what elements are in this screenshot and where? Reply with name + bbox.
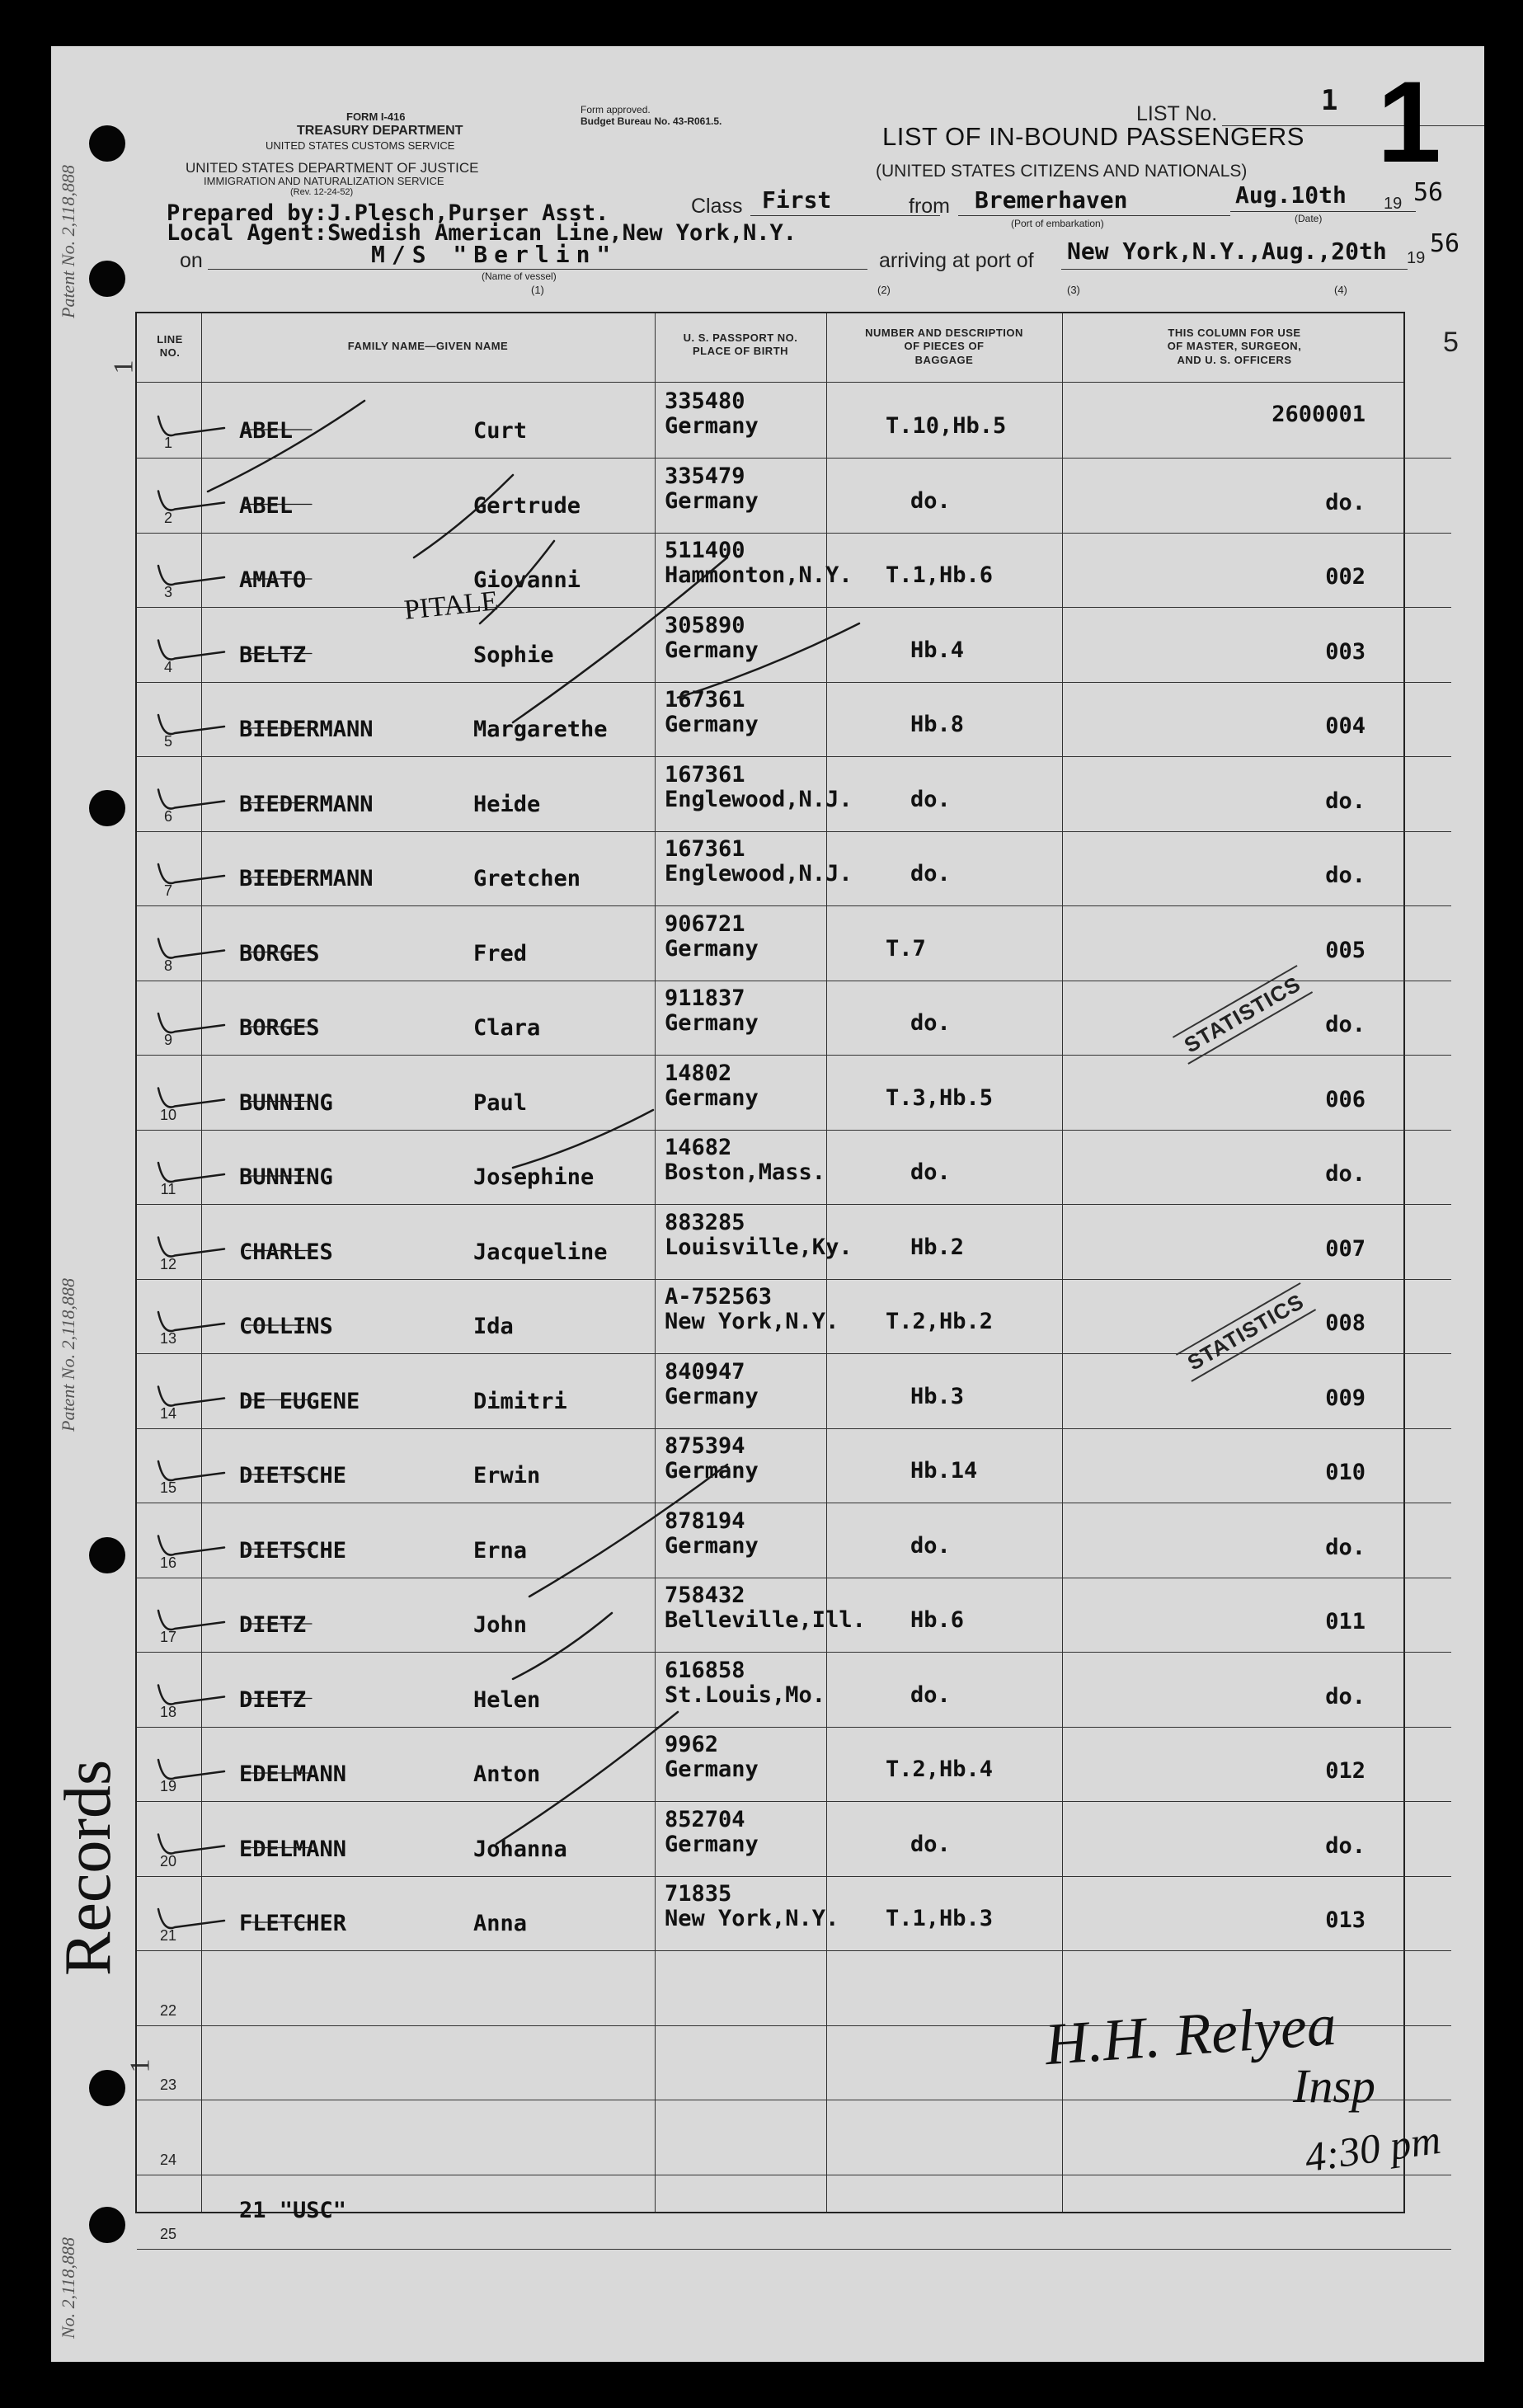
place-of-birth: Germany [665,1532,759,1559]
passport-number: 305890 [665,612,745,638]
line-number: 7 [163,882,172,899]
passport-number: 167361 [665,836,745,862]
baggage: do. [910,1831,951,1857]
prepared-by: Prepared by:J.Plesch,Purser Asst. [167,200,609,226]
line-number: 4 [163,658,172,675]
manifest-page [51,46,1484,2362]
family-name: BUNNING [239,1164,333,1190]
margin-number: 5 [1443,327,1459,358]
place-of-birth: Germany [665,1010,759,1036]
date-caption: (Date) [1295,213,1323,224]
baggage: Hb.3 [910,1383,965,1409]
baggage: do. [910,861,951,887]
line-number: 19 [159,1778,177,1794]
col-marker-4: (4) [1334,284,1347,296]
passport-number: 852704 [665,1806,745,1832]
officer-code: do. [1325,863,1366,888]
family-name: BORGES [239,940,320,966]
officer-code: 2600001 [1272,402,1366,427]
inspection-time: 4:30 pm [1301,2115,1444,2181]
given-name: Erna [473,1537,528,1564]
family-name: BELTZ [239,642,307,668]
family-name: AMATO [239,567,307,593]
baggage: T.1,Hb.3 [886,1906,994,1931]
given-name: Giovanni [473,567,581,593]
family-name: DIETZ [239,1686,307,1713]
given-name: Paul [473,1089,528,1116]
arriving-label: arriving at port of [879,249,1034,272]
given-name: Erwin [473,1463,541,1489]
form-approved: Form approved. [581,104,651,115]
officer-code: do. [1325,788,1366,814]
header-name-text: FAMILY NAME—GIVEN NAME [347,340,509,352]
margin-number-2: 1 [125,2058,156,2073]
line-number: 18 [159,1703,177,1720]
line-number: 13 [159,1330,177,1347]
given-name: Josephine [473,1164,595,1190]
line-number: 15 [159,1479,177,1496]
passport-number: 875394 [665,1433,745,1459]
list-no-value: 1 [1321,84,1338,117]
family-name: DIETSCHE [239,1537,347,1564]
passport-number: 335480 [665,388,745,414]
given-name: Anton [473,1761,541,1787]
passport-number: 14682 [665,1135,732,1160]
year-prefix: 19 [1384,195,1403,213]
passport-number: 511400 [665,538,745,563]
tally-marks [51,46,1484,2362]
line-number: 6 [163,807,172,825]
line-number: 24 [159,2151,177,2168]
given-name: Margarethe [473,717,608,742]
margin-number-1: 1 [108,360,139,374]
customs-service: UNITED STATES CUSTOMS SERVICE [266,139,455,152]
place-of-birth: New York,N.Y. [665,1309,839,1334]
family-name: ABEL [239,492,294,519]
line-number: 23 [159,2076,177,2093]
officer-code: 002 [1325,564,1366,590]
place-of-birth: Germany [665,1383,759,1409]
place-of-birth: Germany [665,935,759,962]
col-marker-3: (3) [1067,284,1080,296]
baggage: T.1,Hb.6 [886,562,994,588]
passport-number: 167361 [665,687,745,713]
patent-text-mid: Patent No. 2,118,888 [58,1278,78,1432]
baggage: Hb.8 [910,712,965,737]
passport-number: 878194 [665,1507,745,1534]
baggage: do. [910,1010,951,1036]
baggage: Hb.4 [910,637,965,663]
baggage: T.7 [886,935,926,962]
place-of-birth: Germany [665,637,759,663]
from-label: from [909,195,950,218]
place-of-birth: Boston,Mass. [665,1159,826,1185]
place-of-birth: Germany [665,1831,759,1857]
officer-code: 010 [1325,1460,1366,1485]
officer-code: 012 [1325,1758,1366,1784]
officer-code: 011 [1325,1609,1366,1634]
line-number: 25 [159,2226,177,2242]
baggage: T.10,Hb.5 [886,413,1007,439]
col-marker-1: (1) [531,284,544,296]
list-title: LIST OF IN-BOUND PASSENGERS [882,122,1304,151]
header-passport-text: U. S. PASSPORT NO. PLACE OF BIRTH [683,332,798,358]
budget-bureau: Budget Bureau No. 43-R061.5. [581,115,722,127]
place-of-birth: Louisville,Ky. [665,1234,853,1260]
officer-code: 013 [1325,1907,1366,1933]
ins-service: IMMIGRATION AND NATURALIZATION SERVICE [204,175,444,187]
vessel-name: M/S "Berlin" [371,241,618,268]
inspector-signature: H.H. Relyea [1042,1991,1339,2078]
passport-number: A-752563 [665,1284,773,1310]
treasury-dept: TREASURY DEPARTMENT [297,124,463,138]
line-number: 2 [163,509,172,526]
revision-date: (Rev. 12-24-52) [290,187,354,197]
passport-number: 71835 [665,1881,732,1907]
vessel-caption: (Name of vessel) [482,270,557,282]
officer-code: 008 [1325,1310,1366,1336]
given-name: Jacqueline [473,1239,608,1265]
officer-code: 006 [1325,1086,1366,1112]
arrival-year-suffix: 56 [1430,229,1460,258]
baggage: do. [910,1681,951,1708]
officer-code: 003 [1325,638,1366,665]
family-name: COLLINS [239,1314,333,1339]
baggage: do. [910,786,951,812]
list-no-label: LIST No. [1136,102,1218,125]
patent-text-bottom: No. 2,118,888 [58,2236,78,2339]
handwritten-annotation: PITALE [402,586,500,626]
passport-number: 840947 [665,1358,745,1385]
header-baggage-text: NUMBER AND DESCRIPTION OF PIECES OF BAGGAGE [865,327,1023,366]
place-of-birth: Germany [665,1757,759,1782]
class-value: First [762,186,832,214]
officer-code: do. [1325,1683,1366,1710]
passport-number: 911837 [665,985,745,1011]
line-number: 16 [159,1554,177,1571]
officer-code: 004 [1325,713,1366,739]
local-agent: Local Agent:Swedish American Line,New York,N.Y. [167,220,797,246]
given-name: Gertrude [473,492,581,519]
family-name: BUNNING [239,1089,333,1116]
family-name: BIEDERMANN [239,717,374,742]
arrival-year-prefix: 19 [1407,249,1426,267]
place-of-birth: Germany [665,413,759,439]
officer-code: do. [1325,1832,1366,1859]
officer-code: do. [1325,1161,1366,1187]
passport-number: 9962 [665,1732,719,1757]
baggage: Hb.14 [910,1458,978,1484]
place-of-birth: Germany [665,1458,759,1484]
port-embarkation-caption: (Port of embarkation) [1011,218,1104,229]
passport-number: 14802 [665,1060,732,1086]
given-name: Johanna [473,1836,567,1862]
given-name: Curt [473,418,528,444]
place-of-birth: New York,N.Y. [665,1906,839,1931]
place-of-birth: Germany [665,487,759,514]
line-number: 20 [159,1852,177,1869]
officer-code: 005 [1325,937,1366,963]
given-name: Fred [473,940,528,966]
place-of-birth: Hammonton,N.Y. [665,562,853,588]
given-name: Ida [473,1314,514,1339]
family-name: 21 "USC" [239,2198,347,2223]
place-of-birth: Germany [665,712,759,737]
statistics-stamp: STATISTICS [1173,965,1313,1065]
port-embarkation: Bremerhaven [975,186,1128,214]
line-number: 22 [159,2001,177,2019]
officer-code: do. [1325,489,1366,515]
passport-number: 335479 [665,463,745,489]
passport-number: 883285 [665,1209,745,1235]
line-number: 1 [163,435,172,451]
class-label: Class [691,195,743,218]
statistics-stamp: STATISTICS [1176,1282,1316,1382]
family-name: EDELMANN [239,1836,347,1862]
passport-number: 167361 [665,761,745,788]
inspector-title: Insp [1293,2059,1375,2113]
baggage: do. [910,1159,951,1185]
passport-number: 906721 [665,910,745,937]
given-name: Dimitri [473,1388,567,1414]
big-list-number: 1 [1377,57,1441,186]
place-of-birth: Englewood,N.J. [665,861,853,887]
line-number: 9 [163,1032,172,1048]
family-name: DE EUGENE [239,1388,360,1414]
family-name: EDELMANN [239,1761,347,1787]
col-marker-2: (2) [877,284,891,296]
line-number: 5 [163,733,172,750]
line-number: 14 [159,1404,177,1422]
passport-number: 758432 [665,1583,745,1608]
baggage: T.2,Hb.4 [886,1757,994,1782]
place-of-birth: St.Louis,Mo. [665,1681,826,1708]
family-name: BIEDERMANN [239,791,374,817]
given-name: Heide [473,791,541,817]
justice-dept: UNITED STATES DEPARTMENT OF JUSTICE [186,160,479,176]
given-name: Anna [473,1911,528,1936]
given-name: Helen [473,1686,541,1713]
baggage: do. [910,1532,951,1559]
baggage: Hb.6 [910,1607,965,1633]
arrival-port-date: New York,N.Y.,Aug.,20th [1067,238,1387,265]
line-number: 21 [159,1927,177,1944]
margin-records-note: Records [52,1759,125,1976]
line-number: 11 [160,1181,176,1197]
form-number: FORM I-416 [346,111,406,123]
baggage: T.3,Hb.5 [886,1084,994,1111]
patent-text-top: Patent No. 2,118,888 [58,165,78,318]
date-sailed: Aug.10th [1235,181,1347,209]
family-name: FLETCHER [239,1911,347,1936]
list-subtitle: (UNITED STATES CITIZENS AND NATIONALS) [876,162,1248,181]
officer-code: do. [1325,1534,1366,1560]
baggage: do. [910,487,951,514]
line-number: 17 [159,1629,177,1645]
family-name: ABEL [239,418,294,444]
header-line-no-text: LINE NO. [157,333,183,360]
line-number: 8 [163,957,172,974]
given-name: Clara [473,1015,541,1041]
family-name: DIETSCHE [239,1463,347,1489]
officer-code: 007 [1325,1235,1366,1262]
baggage: Hb.2 [910,1234,965,1260]
line-number: 10 [159,1106,177,1123]
officer-code: 009 [1325,1385,1366,1411]
officer-code: do. [1325,1012,1366,1037]
given-name: John [473,1612,528,1638]
baggage: T.2,Hb.2 [886,1309,994,1334]
line-number: 12 [159,1255,177,1272]
family-name: BIEDERMANN [239,866,374,891]
place-of-birth: Englewood,N.J. [665,786,853,812]
place-of-birth: Germany [665,1084,759,1111]
header-officers-text: THIS COLUMN FOR USE OF MASTER, SURGEON, AND U. S. OFFICERS [1167,327,1302,366]
on-label: on [180,249,203,272]
family-name: DIETZ [239,1612,307,1638]
year-suffix: 56 [1413,178,1444,207]
given-name: Gretchen [473,866,581,891]
family-name: BORGES [239,1015,320,1041]
given-name: Sophie [473,642,554,668]
family-name: CHARLES [239,1239,333,1265]
place-of-birth: Belleville,Ill. [665,1607,866,1633]
passport-number: 616858 [665,1657,745,1683]
line-number: 3 [163,584,172,600]
